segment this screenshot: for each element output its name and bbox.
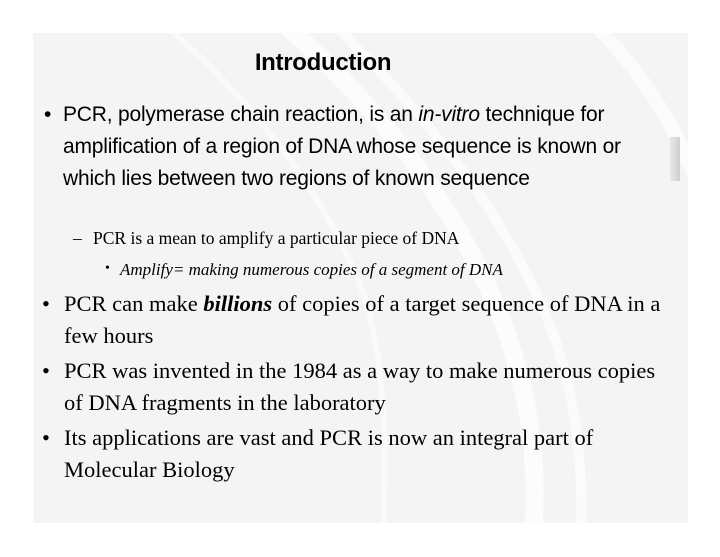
bullet-applications bbox=[42, 422, 672, 488]
slide-content bbox=[33, 33, 688, 523]
sub-sub-bullet-text: Amplify= making numerous copies of a segment of DNA bbox=[120, 260, 503, 279]
bullet-marker: • bbox=[42, 358, 50, 383]
bullet-text: Its applications are vast and PCR is now an integral part of Molecular Biology bbox=[64, 425, 594, 482]
bullet-text: PCR can make billions of copies of a target sequence of DNA in a few hours bbox=[64, 291, 661, 348]
emphasis-billions: billions bbox=[203, 291, 273, 316]
slide-title: Introduction bbox=[254, 49, 392, 76]
bullet-text: PCR, polymerase chain reaction, is an in-vitro technique for amplification of a region of DNA whose sequence is known or which lies between two regions of known sequence bbox=[63, 103, 621, 190]
slide bbox=[33, 33, 688, 523]
bullet-marker: • bbox=[42, 291, 50, 316]
bullet-marker: • bbox=[44, 103, 52, 126]
dash-marker: – bbox=[73, 228, 82, 248]
bullet-pcr-definition bbox=[44, 99, 669, 229]
bullet-text: PCR was invented in the 1984 as a way to make numerous copies of DNA fragments in the laboratory bbox=[64, 358, 656, 415]
italic-term: in-vitro bbox=[418, 103, 480, 126]
sub-bullet-text: PCR is a mean to amplify a particular piece of DNA bbox=[93, 228, 460, 248]
bullet-billions bbox=[42, 288, 672, 354]
bullet-marker: • bbox=[105, 261, 110, 276]
bullet-marker: • bbox=[42, 425, 50, 450]
bullet-invented bbox=[42, 355, 672, 421]
